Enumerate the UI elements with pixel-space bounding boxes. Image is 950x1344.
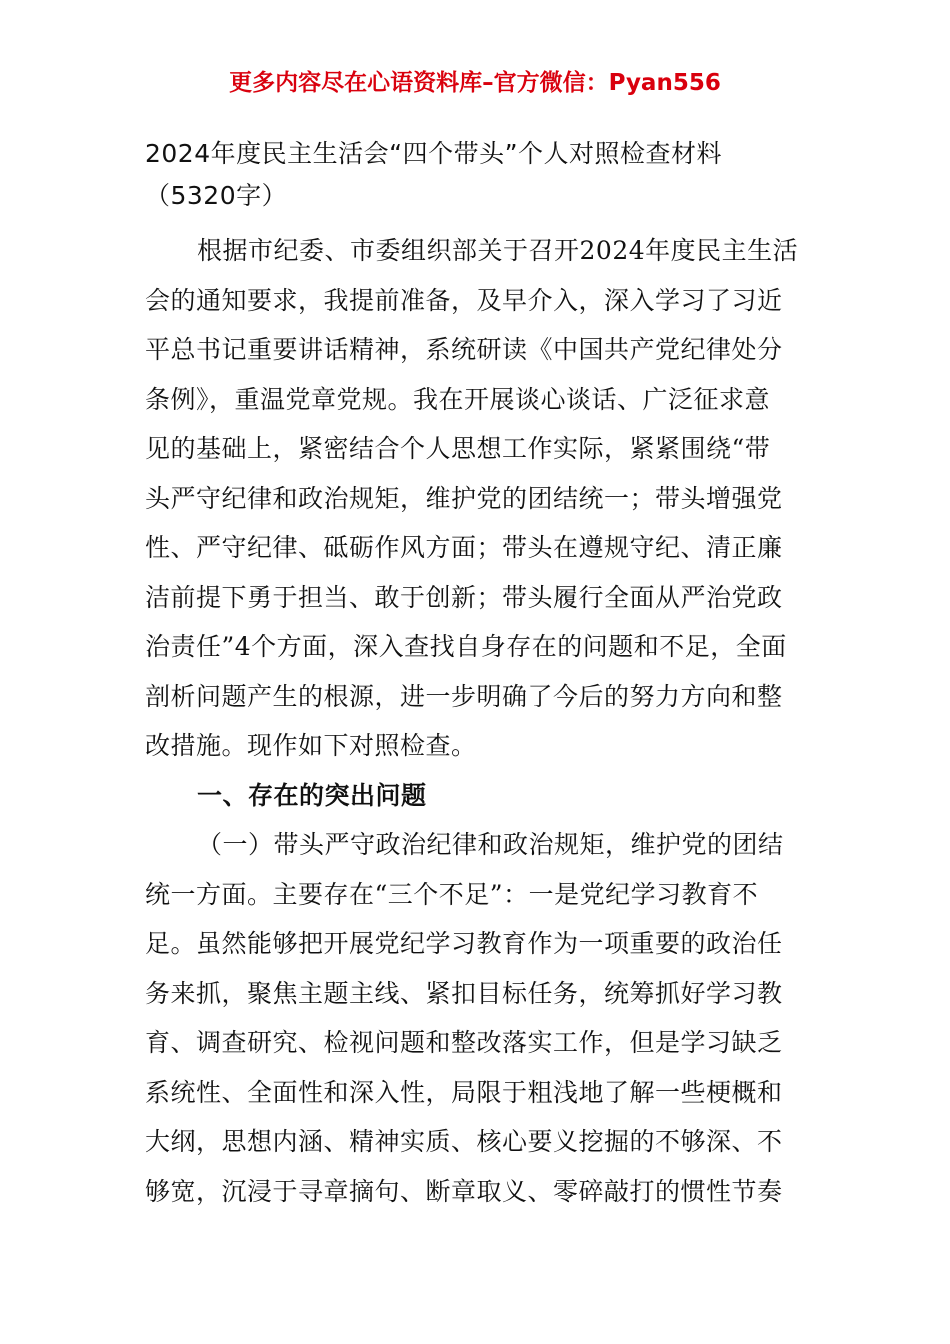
paragraph-line: 平总书记重要讲话精神，系统研读《中国共产党纪律处分 xyxy=(145,335,783,364)
title-line: 2024年度民主生活会“四个带头”个人对照检查材料 xyxy=(145,139,723,168)
title-line: （5320字） xyxy=(145,181,288,210)
paragraph-line: 剖析问题产生的根源，进一步明确了今后的努力方向和整 xyxy=(145,681,783,711)
paragraph-line: 头严守纪律和政治规矩，维护党的团结统一；带头增强党 xyxy=(145,483,783,513)
paragraph-line: 够宽，沉浸于寻章摘句、断章取义、零碎敲打的惯性节奏 xyxy=(145,1176,783,1206)
paragraph-line: 育、调查研究、检视问题和整改落实工作，但是学习缺乏 xyxy=(145,1028,783,1057)
paragraph-line: 洁前提下勇于担当、敢于创新；带头履行全面从严治党政 xyxy=(145,582,783,612)
paragraph-line: （一）带头严守政治纪律和政治规矩，维护党的团结 xyxy=(197,830,784,859)
header-banner: 更多内容尽在心语资料库–官方微信：Pyan556 xyxy=(229,70,721,96)
paragraph-line: 会的通知要求，我提前准备，及早介入，深入学习了习近 xyxy=(145,285,783,315)
paragraph-line: 大纲，思想内涵、精神实质、核心要义挖掘的不够深、不 xyxy=(145,1127,783,1156)
paragraph-line: 改措施。现作如下对照检查。 xyxy=(145,731,477,760)
paragraph-line: 条例》，重温党章党规。我在开展谈心谈话、广泛征求意 xyxy=(145,384,771,414)
paragraph-line: 见的基础上，紧密结合个人思想工作实际，紧紧围绕“带 xyxy=(145,434,771,463)
paragraph-line: 统一方面。主要存在“三个不足”：一是党纪学习教育不 xyxy=(145,879,759,909)
paragraph-line: 系统性、全面性和深入性，局限于粗浅地了解一些梗概和 xyxy=(145,1077,783,1107)
section-heading: 一、存在的突出问题 xyxy=(197,780,427,810)
paragraph-line: 治责任”4个方面，深入查找自身存在的问题和不足，全面 xyxy=(145,632,787,661)
document-body xyxy=(145,226,807,1216)
document-title xyxy=(145,133,815,217)
paragraph-line: 务来抓，聚焦主题主线、紧扣目标任务，统筹抓好学习教 xyxy=(145,978,783,1008)
paragraph-line: 足。虽然能够把开展党纪学习教育作为一项重要的政治任 xyxy=(145,929,783,958)
paragraph-line: 根据市纪委、市委组织部关于召开2024年度民主生活 xyxy=(197,236,799,265)
paragraph-line: 性、严守纪律、砥砺作风方面；带头在遵规守纪、清正廉 xyxy=(145,533,783,562)
